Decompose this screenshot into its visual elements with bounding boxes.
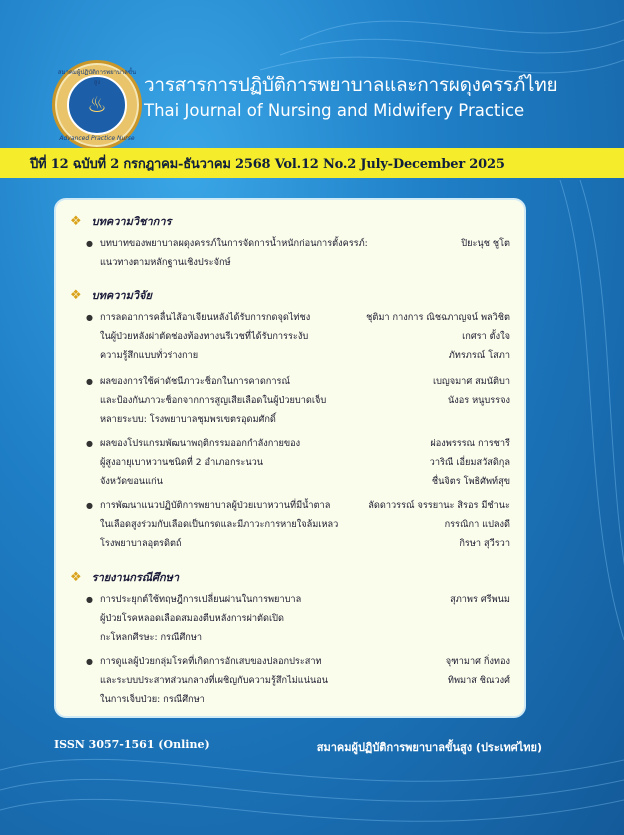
article-authors: ชุติมา กางการ ณิชฉภาญจน์ พลวิชิต เกศรา ตั้งใจ ภัทรภรณ์ โสภา	[366, 312, 510, 361]
journal-title-thai: วารสารการปฏิบัติการพยาบาลและการผดุงครรภ์ไทย	[144, 74, 558, 96]
journal-title-english: Thai Journal of Nursing and Midwifery Practice	[144, 101, 525, 120]
bullet-icon: ●	[86, 377, 93, 386]
article-title: ผลของการใช้ค่าดัชนีภาวะช็อกในการคาดการณ์ และป้องกันภาวะช็อกจากการสูญเสียเลือดในผู้ป่วยบาดเจ็บ หลายระบบ: โรงพยาบาลชุมพรเขตรอุดมศักดิ์	[100, 376, 327, 425]
bullet-icon: ●	[86, 313, 93, 322]
section-heading-label: บทความวิจัย	[91, 289, 152, 302]
section-heading-case-study	[70, 568, 179, 586]
publisher-text: สมาคมผู้ปฏิบัติการพยาบาลขั้นสูง (ประเทศไทย)	[316, 741, 542, 754]
article-title: การประยุกต์ใช้ทฤษฎีการเปลี่ยนผ่านในการพยาบาล ผู้ป่วยโรคหลอดเลือดสมองตีบหลังการผ่าตัดเปิด กะโหลกศีรษะ: กรณีศึกษา	[100, 594, 302, 643]
article-title: บทบาทของพยาบาลผดุงครรภ์ในการจัดการน้ำหนักก่อนการตั้งครรภ์: แนวทางตามหลักฐานเชิงประจักษ์	[100, 238, 368, 268]
diamond-bullet-icon: ❖	[70, 569, 82, 585]
section-heading-label: รายงานกรณีศึกษา	[91, 571, 180, 584]
article-authors: สุภาพร ศรีพนม	[450, 594, 510, 605]
bullet-icon: ●	[86, 657, 93, 666]
article-authors: เบญจมาศ สมนัติบา นังอร หนูบรรจง	[432, 376, 510, 406]
issue-banner	[0, 148, 624, 178]
logo-bottom-text: Advanced Practice Nurse	[59, 135, 135, 142]
article-authors: ปิยะนุช ชูโต	[461, 238, 510, 249]
section-heading-label: บทความวิชาการ	[91, 215, 172, 228]
section-heading-academic	[70, 212, 171, 230]
article-title: การดูแลผู้ป่วยกลุ่มโรคที่เกิดการอักเสบของปลอกประสาท และระบบประสาทส่วนกลางที่เผชิญกับความรู้สึกไม่แน่นอน ในการเจ็บป่วย: กรณีศึกษา	[100, 656, 329, 705]
article-authors: จุฑามาศ กิ่งทอง ทิพมาส ชิณวงศ์	[445, 656, 510, 686]
diamond-bullet-icon: ❖	[70, 287, 82, 303]
bullet-icon: ●	[86, 239, 93, 248]
article-title: ผลของโปรแกรมพัฒนาพฤติกรรมออกกำลังกายของ ผู้สูงอายุเบาหวานชนิดที่ 2 อำเภอกระนวน จังหวัดขอนแก่น	[100, 438, 301, 487]
article-authors: ลัดดาวรรณ์ จรรยานะ สิรอร มีชำนะ กรรณิกา แปลงดี กิรษา สุวีรวา	[368, 500, 510, 549]
logo-top-text: สมาคมผู้ปฏิบัติการพยาบาลขั้นสูง	[57, 69, 137, 86]
article-authors: ผ่องพรรรณ การชารี วาริณี เอี่ยมสวัสดิกุล ชื่นจิตร โพธิศัพท์สุข	[429, 438, 510, 487]
contents-card	[54, 198, 526, 718]
bullet-icon: ●	[86, 501, 93, 510]
diamond-bullet-icon: ❖	[70, 213, 82, 229]
bullet-icon: ●	[86, 439, 93, 448]
issn-text: ISSN 3057-1561 (Online)	[54, 738, 210, 751]
issue-text: ปีที่ 12 ฉบับที่ 2 กรกฎาคม-ธันวาคม 2568 Vol.12 No.2 July-December 2025	[30, 156, 505, 172]
lamp-icon: ♨	[67, 75, 127, 135]
bullet-icon: ●	[86, 595, 93, 604]
article-title: การลดอาการคลื่นไส้อาเจียนหลังได้รับการกดจุดไท่ชง ในผู้ป่วยหลังผ่าตัดช่องท้องทางนรีเวชที่ได้รับการระงับ ความรู้สึกแบบทั่วร่างกาย	[100, 312, 311, 361]
association-logo	[52, 60, 142, 150]
journal-header	[0, 0, 624, 148]
article-title: การพัฒนาแนวปฏิบัติการพยาบาลผู้ป่วยเบาหวานที่มีน้ำตาล ในเลือดสูงร่วมกับเลือดเป็นกรดและมีภาวะการหายใจล้มเหลว โรงพยาบาลอุตรดิตถ์	[100, 500, 339, 549]
section-heading-research	[70, 286, 152, 304]
